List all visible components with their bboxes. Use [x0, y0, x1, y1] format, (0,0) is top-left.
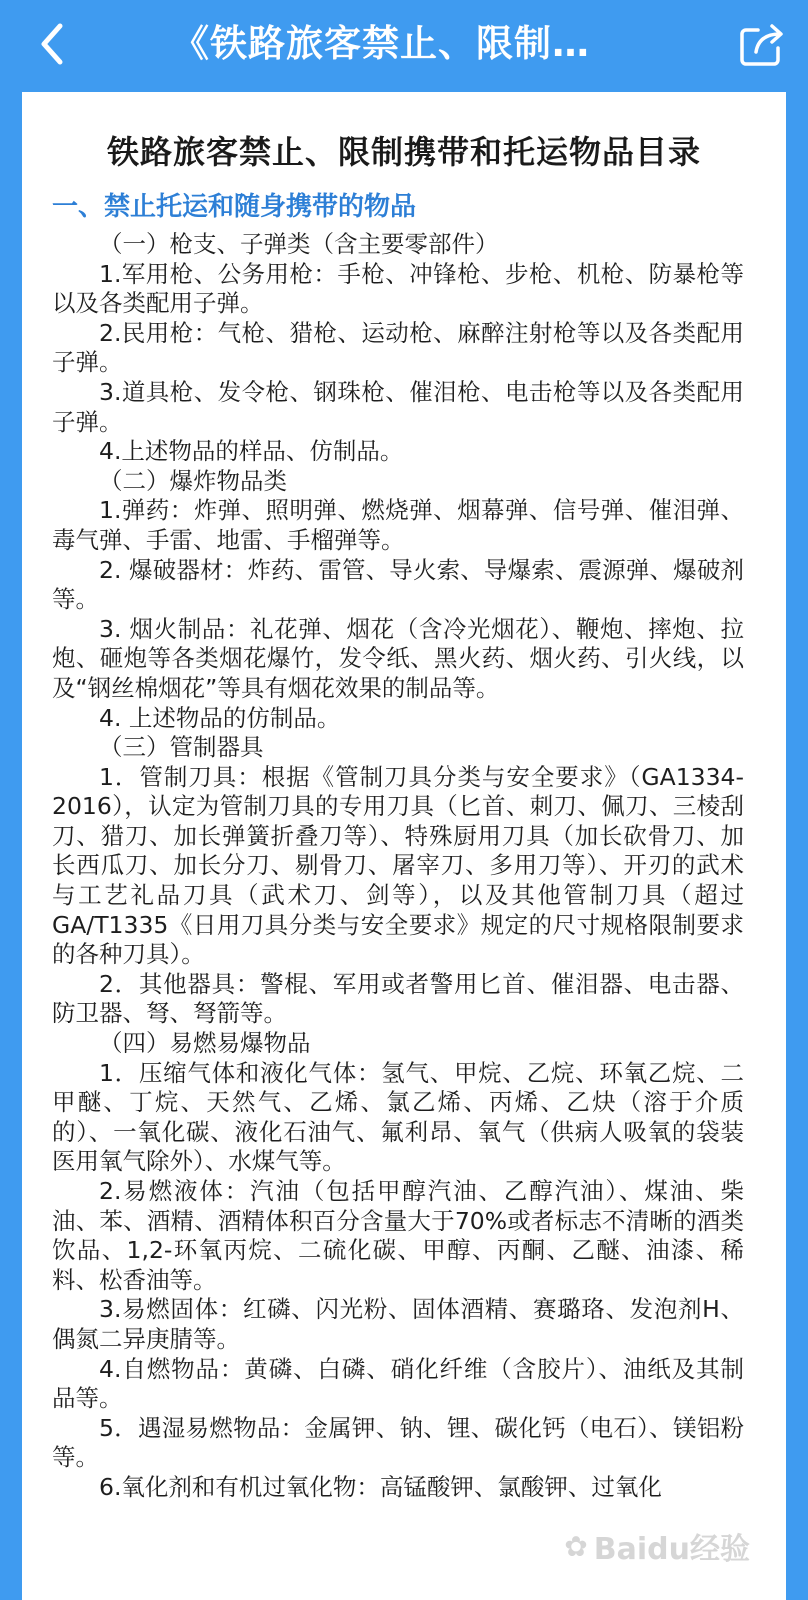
- subsection-heading: （三）管制器具: [99, 733, 264, 762]
- chevron-left-icon: [24, 14, 84, 74]
- list-item: 6.氧化剂和有机过氧化物：高锰酸钾、氯酸钾、过氧化: [99, 1472, 662, 1501]
- list-item: 2.民用枪：气枪、猎枪、运动枪、麻醉注射枪等以及各类配用子弹。: [52, 318, 744, 377]
- list-item: 2. 爆破器材：炸药、雷管、导火索、导爆索、震源弹、爆破剂等。: [52, 555, 744, 614]
- list-item: 3.易燃固体：红磷、闪光粉、固体酒精、赛璐珞、发泡剂H、偶氮二异庚腈等。: [52, 1295, 744, 1353]
- list-item: 4.自燃物品：黄磷、白磷、硝化纤维（含胶片）、油纸及其制品等。: [52, 1354, 744, 1413]
- subsection-heading: （四）易燃易爆物品: [99, 1029, 311, 1058]
- baidu-paw-icon: ✿: [564, 1529, 588, 1563]
- list-item: 2.易燃液体：汽油（包括甲醇汽油、乙醇汽油）、煤油、柴油、苯、酒精、酒精体积百分含量大于70%或者标志不清晰的酒类饮品、1,2-环氧丙烷、二硫化碳、甲醇、丙酮、乙醚、油漆、稀料、松香油等。: [52, 1177, 744, 1294]
- back-button[interactable]: [24, 14, 84, 74]
- article-content[interactable]: [22, 92, 786, 1600]
- list-item: 5．遇湿易燃物品：金属钾、钠、锂、碳化钙（电石）、镁铝粉等。: [52, 1413, 744, 1472]
- document-title: 铁路旅客禁止、限制携带和托运物品目录: [106, 133, 701, 171]
- list-item: 1.弹药：炸弹、照明弹、燃烧弹、烟幕弹、信号弹、催泪弹、毒气弹、手雷、地雷、手榴弹等。: [52, 496, 744, 554]
- watermark-text: Baidu经验: [593, 1532, 750, 1567]
- list-item: 1.军用枪、公务用枪：手枪、冲锋枪、步枪、机枪、防暴枪等以及各类配用子弹。: [52, 259, 744, 318]
- share-button[interactable]: [732, 14, 792, 74]
- page-title: 《铁路旅客禁止、限制…: [172, 22, 590, 65]
- share-icon: [732, 14, 792, 74]
- list-item: 4. 上述物品的仿制品。: [99, 703, 341, 732]
- list-item: 3.道具枪、发令枪、钢珠枪、催泪枪、电击枪等以及各类配用子弹。: [52, 377, 744, 436]
- subsection-heading: （一）枪支、子弹类（含主要零部件）: [99, 230, 499, 258]
- section-heading: 一、禁止托运和随身携带的物品: [52, 192, 417, 222]
- list-item: 1．压缩气体和液化气体：氢气、甲烷、乙烷、环氧乙烷、二甲醚、丁烷、天然气、乙烯、氯乙烯、丙烯、乙炔（溶于介质的）、一氧化碳、液化石油气、氟利昂、氧气（供病人吸氧的袋装医用氧气除外）、水煤气等。: [52, 1058, 744, 1176]
- top-navigation-bar: [0, 0, 808, 92]
- article-body: [52, 230, 744, 1503]
- list-item: 2．其他器具：警棍、军用或者警用匕首、催泪器、电击器、防卫器、弩、弩箭等。: [52, 969, 744, 1028]
- list-item: 4.上述物品的样品、仿制品。: [99, 437, 404, 466]
- subsection-heading: （二）爆炸物品类: [99, 466, 287, 495]
- list-item: 3. 烟火制品：礼花弹、烟花（含冷光烟花）、鞭炮、摔炮、拉炮、砸炮等各类烟花爆竹，发令纸、黑火药、烟火药、引火线，以及“钢丝棉烟花”等具有烟花效果的制品等。: [52, 614, 744, 702]
- watermark: [564, 1524, 750, 1568]
- list-item: 1．管制刀具：根据《管制刀具分类与安全要求》（GA1334-2016），认定为管制刀具的专用刀具（匕首、刺刀、佩刀、三棱刮刀、猎刀、加长弹簧折叠刀等）、特殊厨用刀具（加长砍骨刀、加长西瓜刀、加长分刀、剔骨刀、屠宰刀、多用刀等）、开刃的武术与工艺礼品刀具（武术刀、剑等），以及其他管制刀具（超过GA/T1335《日用刀具分类与安全要求》规定的尺寸规格限制要求的各种刀具）。: [52, 762, 744, 969]
